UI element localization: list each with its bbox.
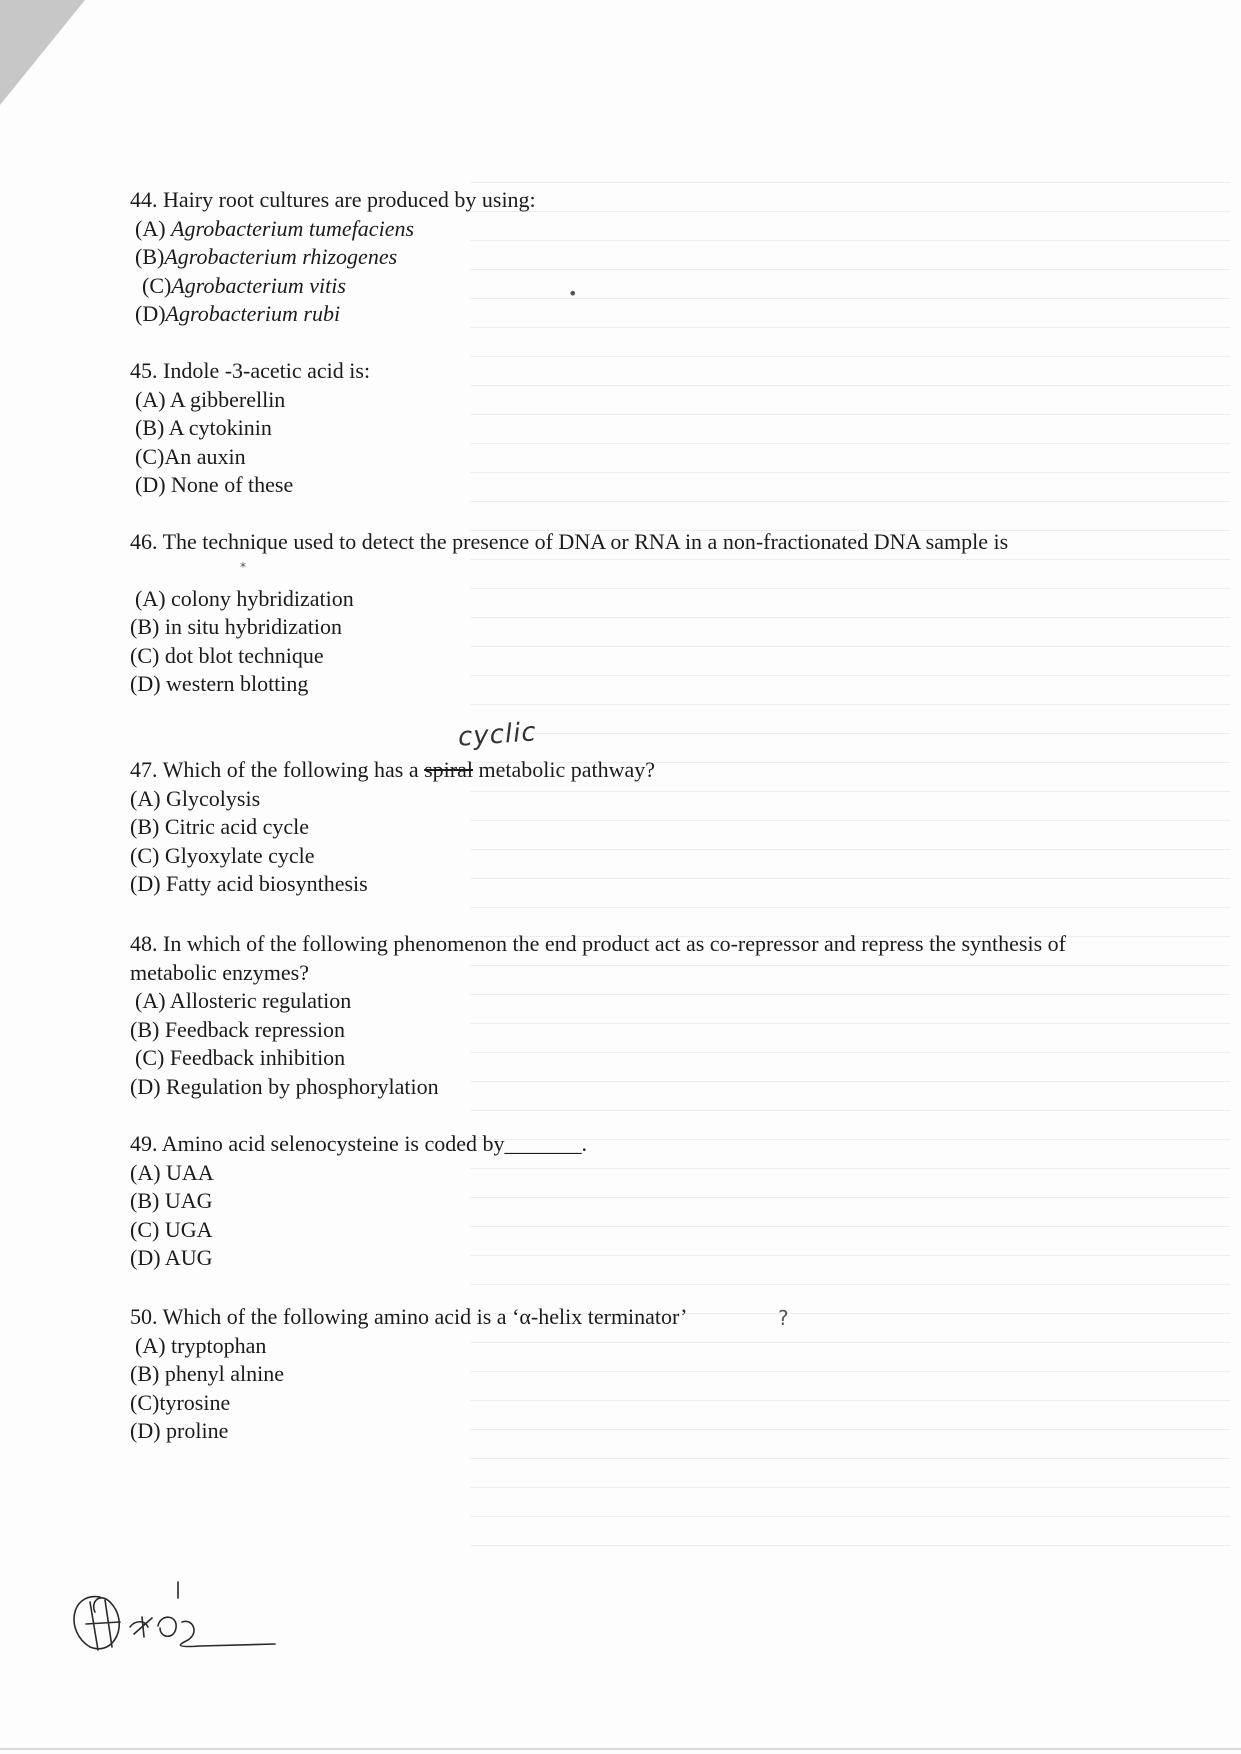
option-d: (D) Fatty acid biosynthesis (130, 871, 368, 896)
option-a: (A) colony hybridization (135, 585, 354, 611)
question-stem: 47. Which of the following has a spiral metabolic pathway? (130, 757, 656, 782)
option-a: (A) Agrobacterium tumefaciens (135, 215, 415, 241)
scan-speck: * (240, 560, 246, 574)
option-d: (D) proline (130, 1418, 229, 1443)
question-stem: 50. Which of the following amino acid is a ‘α-helix terminator’ (130, 1304, 688, 1329)
option-b: (B)Agrobacterium rhizogenes (135, 244, 398, 269)
option-a: (A) tryptophan (135, 1332, 267, 1358)
option-d: (D)Agrobacterium rubi (135, 301, 341, 326)
option-b: (B) Feedback repression (130, 1016, 346, 1042)
option-b: (B) Citric acid cycle (130, 814, 309, 839)
question-50 (130, 1303, 1090, 1446)
option-c: (C) UGA (130, 1216, 213, 1242)
question-46 (130, 528, 1090, 699)
option-b: (B) A cytokinin (135, 415, 272, 440)
option-a: (A) A gibberellin (135, 386, 286, 412)
option-c: (C) Feedback inhibition (135, 1045, 346, 1070)
question-44 (130, 186, 1090, 329)
option-a: (A) UAA (130, 1159, 214, 1185)
handwritten-signature (60, 1552, 310, 1662)
question-stem: 44. Hairy root cultures are produced by using: (130, 187, 536, 212)
option-b: (B) in situ hybridization (130, 614, 343, 639)
page-edge (0, 1748, 1241, 1750)
handwritten-question-mark: ? (778, 1306, 789, 1330)
question-stem: 46. The technique used to detect the presence of DNA or RNA in a non-fractionated DNA sample is (130, 529, 1009, 554)
struck-word: spiral (424, 757, 473, 782)
question-49 (130, 1130, 1090, 1273)
question-stem: 49. Amino acid selenocysteine is coded by_______. (130, 1131, 588, 1156)
folded-corner (0, 0, 85, 105)
option-b: (B) UAG (130, 1188, 213, 1213)
scan-speck: • (568, 284, 578, 303)
option-c: (C)tyrosine (130, 1389, 231, 1415)
question-45 (130, 357, 1090, 500)
handwritten-correction: cyclic (457, 717, 538, 753)
option-c: (C)Agrobacterium vitis (142, 272, 346, 298)
option-b: (B) phenyl alnine (130, 1361, 284, 1386)
question-47 (130, 756, 1090, 899)
question-48 (130, 930, 1090, 1101)
option-c: (C) Glyoxylate cycle (130, 842, 315, 868)
option-a: (A) Glycolysis (130, 785, 261, 811)
option-d: (D) AUG (130, 1245, 213, 1270)
question-stem: 45. Indole -3-acetic acid is: (130, 358, 371, 383)
option-d: (D) Regulation by phosphorylation (130, 1073, 439, 1099)
option-d: (D) western blotting (130, 671, 309, 696)
spacer (130, 557, 1090, 585)
question-stem: 48. In which of the following phenomenon the end product act as co-repressor and repress the synthesis of metabolic enzymes? (130, 931, 1066, 985)
option-c: (C)An auxin (135, 443, 246, 469)
option-c: (C) dot blot technique (130, 642, 324, 668)
option-d: (D) None of these (135, 472, 294, 497)
option-a: (A) Allosteric regulation (135, 988, 352, 1013)
